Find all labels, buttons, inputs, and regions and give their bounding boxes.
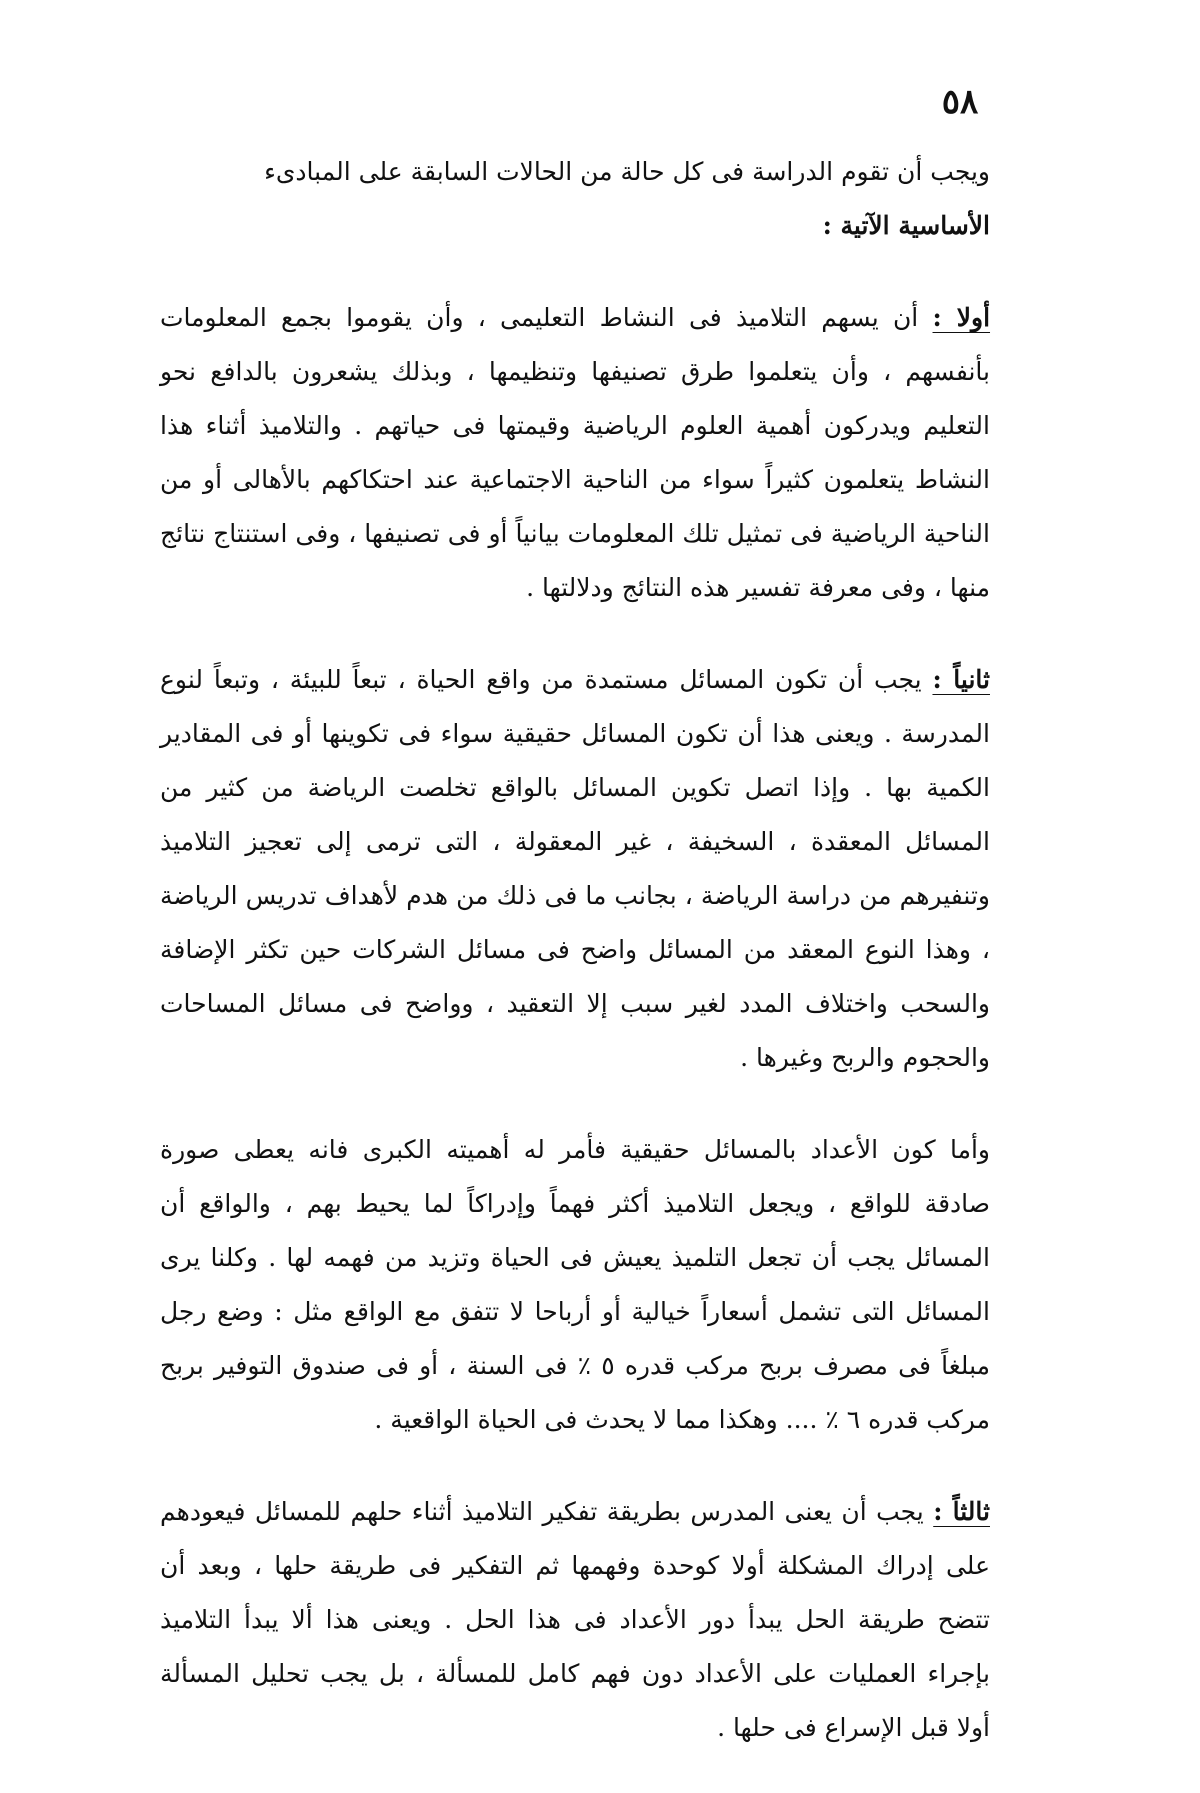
paragraph-text-second: يجب أن تكون المسائل مستمدة من واقع الحياة ، تبعاً للبيئة ، وتبعاً لنوع المدرسة . ويعنى هذا أن تكون المسائل حقيقية سواء فى تكوينها أو فى المقادير الكمية بها . وإذا اتصل تكوين المسائل بالواقع تخلصت الرياضة من كثير من المسائل المعقدة ، السخيفة ، غير المعقولة ، التى ترمى إلى تعجيز التلاميذ وتنفيرهم من دراسة الرياضة ، بجانب ما فى ذلك من هدم لأهداف تدريس الرياضة ، وهذا النوع المعقد من المسائل واضح فى مسائل الشركات حين تكثر الإضافة والسحب واختلاف المدد لغير سبب إلا التعقيد ، وواضح فى مسائل المساحات والحجوم والربح وغيرها .	[160, 665, 990, 1072]
paragraph-text-real-numbers: وأما كون الأعداد بالمسائل حقيقية فأمر له أهميته الكبرى فانه يعطى صورة صادقة للواقع ، ويجعل التلاميذ أكثر فهماً وإدراكاً لما يحيط بهم ، والواقع أن المسائل يجب أن تجعل التلميذ يعيش فى الحياة وتزيد من فهمه لها . وكلنا يرى المسائل التى تشمل أسعاراً خيالية أو أرباحا لا تتفق مع الواقع مثل : وضع رجل مبلغاً فى مصرف بربح مركب قدره ٥ ٪ فى السنة ، أو فى صندوق التوفير بربح مركب قدره ٦ ٪ .... وهكذا مما لا يحدث فى الحياة الواقعية .	[160, 1135, 990, 1434]
page-number: ٥٨	[941, 82, 979, 122]
paragraph-third-principle	[160, 1485, 990, 1755]
intro-paragraph	[160, 145, 990, 253]
paragraph-real-numbers	[160, 1123, 990, 1447]
paragraph-first-principle	[160, 291, 990, 615]
intro-line-1: ويجب أن تقوم الدراسة فى كل حالة من الحالات السابقة على المبادىء	[264, 157, 990, 186]
intro-line-2: الأساسية الآتية :	[822, 211, 990, 240]
paragraph-lead-third: ثالثاً :	[933, 1497, 990, 1526]
paragraph-lead-second: ثانياً :	[932, 665, 990, 694]
paragraph-lead-first: أولا :	[932, 303, 991, 332]
paragraph-text-third: يجب أن يعنى المدرس بطريقة تفكير التلاميذ أثناء حلهم للمسائل فيعودهم على إدراك المشكلة أولا كوحدة وفهمها ثم التفكير فى طريقة حلها ، وبعد أن تتضح طريقة الحل يبدأ دور الأعداد فى هذا الحل . ويعنى هذا ألا يبدأ التلاميذ بإجراء العمليات على الأعداد دون فهم كامل للمسألة ، بل يجب تحليل المسألة أولا قبل الإسراع فى حلها .	[160, 1497, 990, 1742]
page-content	[160, 145, 990, 1793]
paragraph-second-principle	[160, 653, 990, 1085]
paragraph-text-first: أن يسهم التلاميذ فى النشاط التعليمى ، وأن يقوموا بجمع المعلومات بأنفسهم ، وأن يتعلموا طرق تصنيفها وتنظيمها ، وبذلك يشعرون بالدافع نحو التعليم ويدركون أهمية العلوم الرياضية وقيمتها فى حياتهم . والتلاميذ أثناء هذا النشاط يتعلمون كثيراً سواء من الناحية الاجتماعية عند احتكاكهم بالأهالى أو من الناحية الرياضية فى تمثيل تلك المعلومات بيانياً أو فى تصنيفها ، وفى استنتاج نتائج منها ، وفى معرفة تفسير هذه النتائج ودلالتها .	[160, 303, 990, 602]
